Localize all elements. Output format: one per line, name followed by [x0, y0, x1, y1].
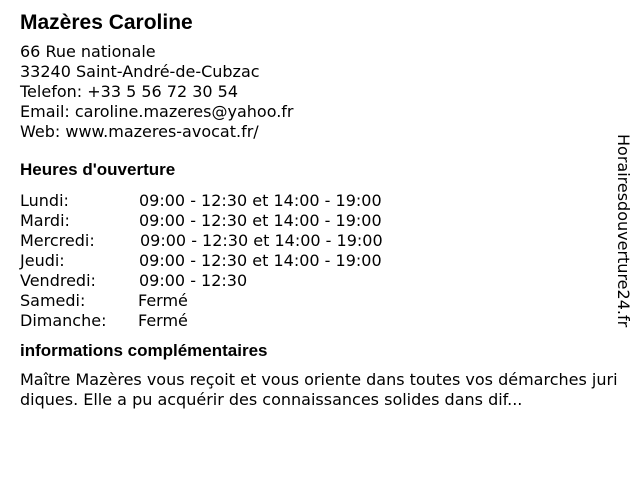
day-label: Jeudi: — [20, 251, 65, 270]
opening-hours-heading: Heures d'ouverture — [20, 160, 176, 179]
day-label: Mercredi: — [20, 231, 95, 250]
additional-info-heading: informations complémentaires — [20, 341, 268, 360]
phone-number[interactable]: Telefon: +33 5 56 72 30 54 — [20, 82, 239, 101]
hours-row-wednesday — [20, 231, 620, 251]
day-hours: 09:00 - 12:30 — [139, 271, 248, 290]
business-card — [20, 10, 620, 410]
website-link[interactable]: Web: www.mazeres-avocat.fr/ — [20, 122, 259, 141]
day-label: Samedi: — [20, 291, 86, 310]
day-label: Lundi: — [20, 191, 69, 210]
day-hours: 09:00 - 12:30 et 14:00 - 19:00 — [139, 191, 382, 210]
day-label: Dimanche: — [20, 311, 107, 330]
hours-row-tuesday — [20, 211, 620, 231]
email-address[interactable]: Email: caroline.mazeres@yahoo.fr — [20, 102, 294, 121]
business-name: Mazères Caroline — [20, 11, 193, 34]
hours-row-sunday — [20, 311, 620, 331]
hours-row-saturday — [20, 291, 620, 311]
site-watermark: Horairesdouverture24.fr — [614, 134, 633, 328]
hours-row-friday — [20, 271, 620, 291]
day-label: Mardi: — [20, 211, 70, 230]
day-hours: Fermé — [138, 311, 188, 330]
city-address: 33240 Saint-André-de-Cubzac — [20, 62, 260, 81]
day-label: Vendredi: — [20, 271, 96, 290]
opening-hours-table — [20, 191, 620, 331]
hours-row-monday — [20, 191, 620, 211]
hours-row-thursday — [20, 251, 620, 271]
additional-info-text: Maître Mazères vous reçoit et vous oriente dans toutes vos démarches juridiques. Elle a pu acquérir des connaissances solides dans dif... — [20, 370, 618, 409]
day-hours: 09:00 - 12:30 et 14:00 - 19:00 — [139, 251, 382, 270]
day-hours: Fermé — [138, 291, 188, 310]
street-address: 66 Rue nationale — [20, 42, 156, 61]
day-hours: 09:00 - 12:30 et 14:00 - 19:00 — [140, 231, 383, 250]
day-hours: 09:00 - 12:30 et 14:00 - 19:00 — [139, 211, 382, 230]
contact-block — [20, 42, 620, 142]
